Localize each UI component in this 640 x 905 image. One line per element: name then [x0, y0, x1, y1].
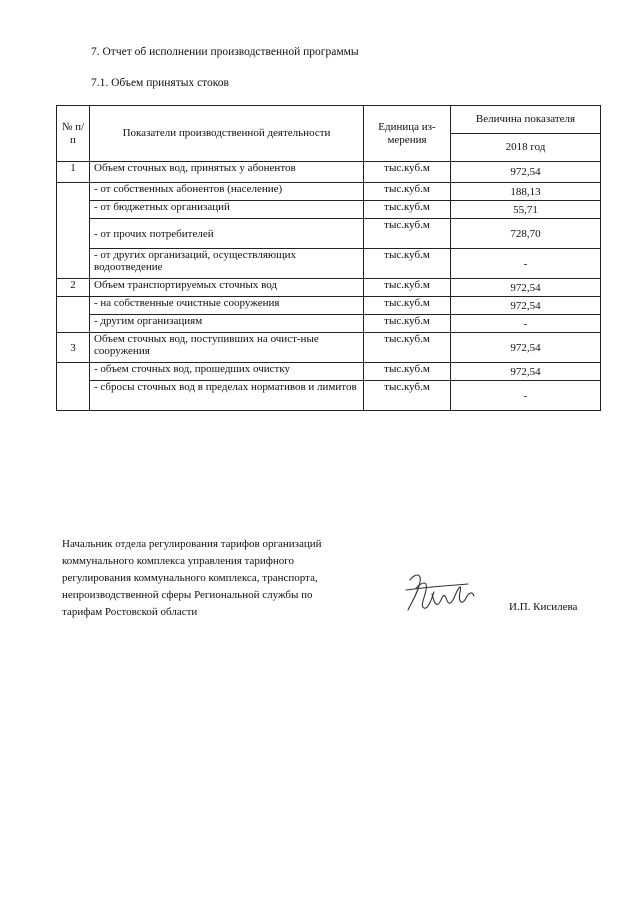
row-value: 55,71 [451, 201, 601, 219]
signatory-line: тарифам Ростовской области [62, 606, 198, 618]
report-table [56, 105, 601, 411]
table-row [57, 219, 601, 249]
header-value-group: Величина показателя [451, 106, 601, 134]
row-indicator: Объем сточных вод, поступивших на очист-ные сооружения [90, 333, 364, 363]
row-indicator: Объем транспортируемых сточных вод [90, 279, 364, 297]
table-row [57, 333, 601, 363]
signatory-line: регулирования коммунального комплекса, транспорта, [62, 572, 318, 584]
header-year: 2018 год [451, 134, 601, 162]
row-num [57, 297, 90, 333]
table-row [57, 249, 601, 279]
table-row [57, 315, 601, 333]
row-unit: тыс.куб.м [364, 363, 451, 381]
table-row [57, 201, 601, 219]
row-unit: тыс.куб.м [364, 183, 451, 201]
row-value: - [451, 249, 601, 279]
subsection-title: 7.1. Объем принятых стоков [91, 77, 229, 89]
row-num: 3 [57, 333, 90, 363]
row-unit: тыс.куб.м [364, 333, 451, 363]
table-row [57, 363, 601, 381]
signatory-title [62, 536, 382, 621]
table-row [57, 297, 601, 315]
row-indicator: - объем сточных вод, прошедших очистку [90, 363, 364, 381]
row-unit: тыс.куб.м [364, 315, 451, 333]
header-indicator: Показатели производственной деятельности [90, 106, 364, 162]
row-value: 188,13 [451, 183, 601, 201]
row-unit: тыс.куб.м [364, 381, 451, 411]
row-value: 972,54 [451, 333, 601, 363]
row-value: 728,70 [451, 219, 601, 249]
row-unit: тыс.куб.м [364, 297, 451, 315]
header-unit: Единица из-мерения [364, 106, 451, 162]
table-row [57, 279, 601, 297]
table-row [57, 162, 601, 183]
header-num: № п/п [57, 106, 90, 162]
row-unit: тыс.куб.м [364, 219, 451, 249]
row-value: - [451, 315, 601, 333]
signatory-line: Начальник отдела регулирования тарифов организаций [62, 538, 322, 550]
row-indicator: - сбросы сточных вод в пределах нормативов и лимитов [90, 381, 364, 411]
row-unit: тыс.куб.м [364, 162, 451, 183]
row-value: - [451, 381, 601, 411]
signatory-name: И.П. Кисилева [509, 601, 578, 613]
row-indicator: - от других организаций, осуществляющих водоотведение [90, 249, 364, 279]
row-value: 972,54 [451, 363, 601, 381]
row-unit: тыс.куб.м [364, 249, 451, 279]
row-unit: тыс.куб.м [364, 201, 451, 219]
signatory-line: коммунального комплекса управления тарифного [62, 555, 294, 567]
table-row [57, 183, 601, 201]
row-num [57, 183, 90, 279]
section-title: 7. Отчет об исполнении производственной программы [91, 46, 359, 58]
row-value: 972,54 [451, 279, 601, 297]
row-unit: тыс.куб.м [364, 279, 451, 297]
row-indicator: Объем сточных вод, принятых у абонентов [90, 162, 364, 183]
row-indicator: - от бюджетных организаций [90, 201, 364, 219]
row-indicator: - на собственные очистные сооружения [90, 297, 364, 315]
row-value: 972,54 [451, 297, 601, 315]
row-num: 2 [57, 279, 90, 297]
row-indicator: - от собственных абонентов (население) [90, 183, 364, 201]
row-value: 972,54 [451, 162, 601, 183]
handwritten-signature [402, 568, 478, 618]
row-num: 1 [57, 162, 90, 183]
signatory-line: непроизводственной сферы Региональной службы по [62, 589, 313, 601]
table-row [57, 381, 601, 411]
row-num [57, 363, 90, 411]
row-indicator: - другим организациям [90, 315, 364, 333]
row-indicator: - от прочих потребителей [90, 219, 364, 249]
